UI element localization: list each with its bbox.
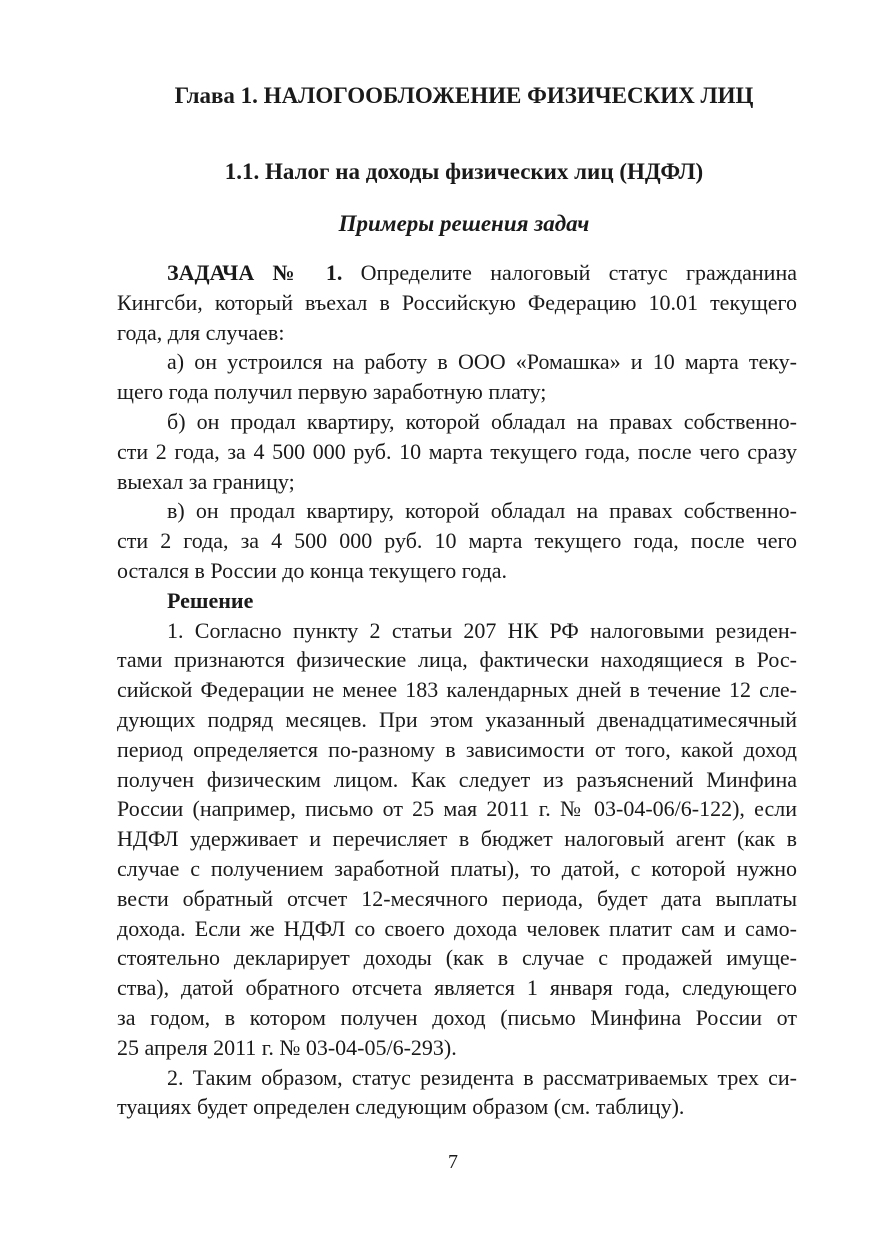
para1-line: 25 апреля 2011 г. № 03-04-05/6-293). xyxy=(117,1034,457,1060)
para1-line: ства), датой обратного отсчета является 1 января года, следующего xyxy=(117,975,797,1001)
chapter-title: Глава 1. НАЛОГООБЛОЖЕНИЕ ФИЗИЧЕСКИХ ЛИЦ xyxy=(174,83,754,108)
para1-line: случае с получением заработной платы), то датой, с которой нужно xyxy=(117,855,797,881)
para2-line: 2. Таким образом, статус резидента в рассматриваемых трех си- xyxy=(167,1064,797,1090)
task-text: Определите налоговый статус гражданина xyxy=(342,260,797,285)
examples-title: Примеры решения задач xyxy=(338,211,590,236)
para1-line: дохода. Если же НДФЛ со своего дохода человек платит сам и само- xyxy=(117,915,797,941)
para1-line: вести обратный отсчет 12-месячного периода, будет дата выплаты xyxy=(117,885,797,911)
para1-line: сийской Федерации не менее 183 календарных дней в течение 12 сле- xyxy=(117,677,797,703)
para1-line: период определяется по-разному в зависимости от того, какой доход xyxy=(117,736,797,762)
solution-heading: Решение xyxy=(167,587,254,613)
task-line: года, для случаев: xyxy=(117,319,285,345)
para1-line: стоятельно декларирует доходы (как в случае с продажей имуще- xyxy=(117,945,797,971)
para1-line: дующих подряд месяцев. При этом указанный двенадцатимесячный xyxy=(117,706,797,732)
para1-line: России (например, письмо от 25 мая 2011 г. № 03-04-06/6-122), если xyxy=(117,796,797,822)
case-b-line: б) он продал квартиру, которой обладал на правах собственно- xyxy=(167,408,797,434)
task-line: Кингсби, который въехал в Российскую Федерацию 10.01 текущего xyxy=(117,289,797,315)
para1-line: получен физическим лицом. Как следует из разъяснений Минфина xyxy=(117,766,797,792)
body-text xyxy=(117,258,797,1122)
para1-line: 1. Согласно пункту 2 статьи 207 НК РФ налоговыми резиден- xyxy=(167,617,797,643)
case-c-line: сти 2 года, за 4 500 000 руб. 10 марта текущего года, после чего xyxy=(117,528,797,554)
para2-line: туациях будет определен следующим образом (см. таблицу). xyxy=(117,1094,685,1120)
case-b-line: сти 2 года, за 4 500 000 руб. 10 марта текущего года, после чего сразу xyxy=(117,438,797,464)
para1-line: за годом, в котором получен доход (письмо Минфина России от xyxy=(117,1004,797,1030)
case-c-line: остался в России до конца текущего года. xyxy=(117,557,508,583)
case-b-line: выехал за границу; xyxy=(117,468,295,494)
case-a-line: а) он устроился на работу в ООО «Ромашка» и 10 марта теку- xyxy=(167,349,797,375)
task-line xyxy=(117,258,797,288)
page xyxy=(117,80,797,1122)
page-number: 7 xyxy=(448,1151,458,1173)
task-label: ЗАДАЧА № 1. xyxy=(167,260,343,285)
para1-line: НДФЛ удерживает и перечисляет в бюджет налоговый агент (как в xyxy=(117,826,797,852)
case-c-line: в) он продал квартиру, которой обладал на правах собственно- xyxy=(167,498,797,524)
para1-line: тами признаются физические лица, фактически находящиеся в Рос- xyxy=(117,647,797,673)
case-a-line: щего года получил первую заработную плату; xyxy=(117,379,547,405)
section-title: 1.1. Налог на доходы физических лиц (НДФЛ) xyxy=(224,159,704,184)
